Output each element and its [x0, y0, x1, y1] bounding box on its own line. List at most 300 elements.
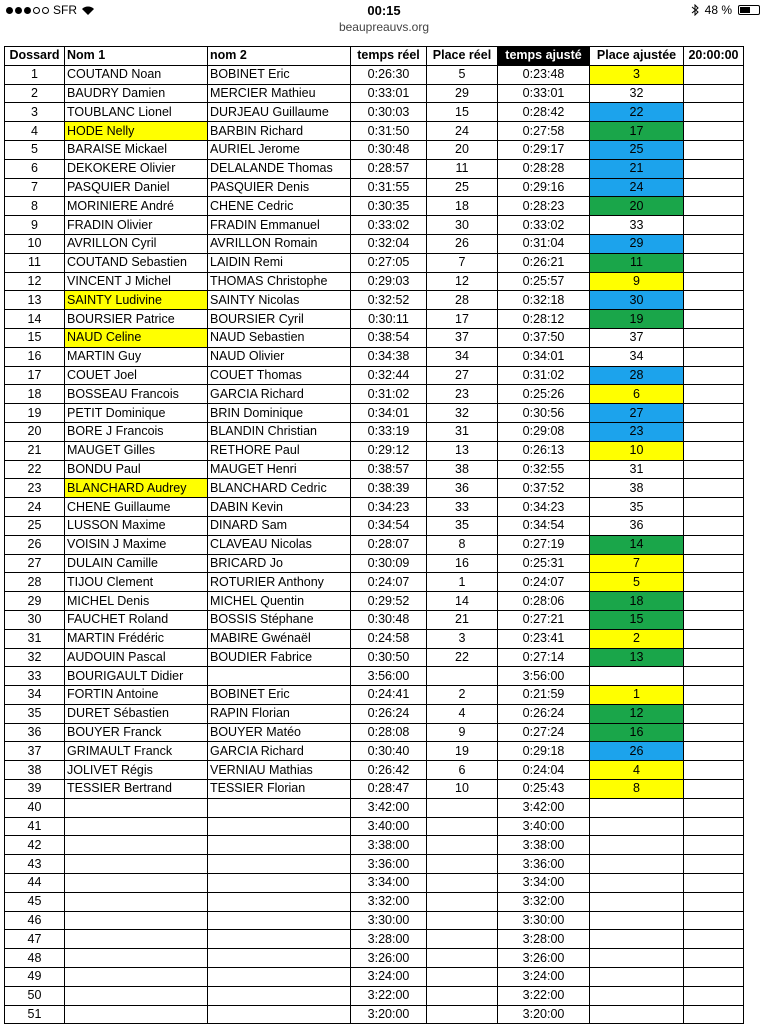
cell-nom2 — [208, 817, 351, 836]
cell-dossard: 15 — [5, 328, 65, 347]
cell-dossard: 39 — [5, 780, 65, 799]
cell-extra — [684, 498, 744, 517]
cell-place-reel: 19 — [427, 742, 498, 761]
cell-nom2: NAUD Olivier — [208, 347, 351, 366]
cell-place-reel: 2 — [427, 686, 498, 705]
cell-place-reel — [427, 798, 498, 817]
cell-place-ajustee — [590, 855, 684, 874]
cell-temps-reel: 0:30:11 — [351, 310, 427, 329]
table-row — [5, 103, 744, 122]
cell-temps-ajuste: 3:34:00 — [498, 874, 590, 893]
cell-extra — [684, 103, 744, 122]
cell-extra — [684, 385, 744, 404]
cell-nom1 — [65, 911, 208, 930]
cell-temps-reel: 3:22:00 — [351, 986, 427, 1005]
cell-nom1: BLANCHARD Audrey — [65, 479, 208, 498]
cell-extra — [684, 516, 744, 535]
cell-extra — [684, 836, 744, 855]
cell-nom1 — [65, 949, 208, 968]
cell-dossard: 27 — [5, 554, 65, 573]
cell-extra — [684, 892, 744, 911]
cell-extra — [684, 1005, 744, 1024]
cell-nom1: AVRILLON Cyril — [65, 234, 208, 253]
cell-place-ajustee — [590, 817, 684, 836]
table-row — [5, 798, 744, 817]
cell-nom2: AURIEL Jerome — [208, 140, 351, 159]
header-temps-ajuste: temps ajusté — [498, 47, 590, 66]
cell-dossard: 45 — [5, 892, 65, 911]
cell-nom2: BARBIN Richard — [208, 122, 351, 141]
cell-place-ajustee — [590, 949, 684, 968]
table-body — [5, 65, 744, 1024]
cell-nom2: MICHEL Quentin — [208, 592, 351, 611]
cell-dossard: 43 — [5, 855, 65, 874]
cell-place-reel — [427, 968, 498, 987]
cell-temps-reel: 0:34:54 — [351, 516, 427, 535]
cell-temps-ajuste: 3:40:00 — [498, 817, 590, 836]
cell-place-ajustee — [590, 798, 684, 817]
cell-temps-reel: 3:32:00 — [351, 892, 427, 911]
cell-place-ajustee: 13 — [590, 648, 684, 667]
cell-dossard: 26 — [5, 535, 65, 554]
cell-nom1: PETIT Dominique — [65, 404, 208, 423]
cell-temps-ajuste: 0:34:01 — [498, 347, 590, 366]
cell-temps-reel: 3:30:00 — [351, 911, 427, 930]
cell-temps-reel: 0:32:52 — [351, 291, 427, 310]
cell-temps-reel: 0:29:03 — [351, 272, 427, 291]
cell-nom2 — [208, 836, 351, 855]
cell-temps-ajuste: 3:30:00 — [498, 911, 590, 930]
cell-temps-reel: 3:24:00 — [351, 968, 427, 987]
cell-dossard: 48 — [5, 949, 65, 968]
cell-place-ajustee: 16 — [590, 723, 684, 742]
cell-temps-reel: 3:26:00 — [351, 949, 427, 968]
cell-extra — [684, 610, 744, 629]
cell-dossard: 18 — [5, 385, 65, 404]
cell-place-reel: 7 — [427, 253, 498, 272]
cell-nom1 — [65, 968, 208, 987]
table-row — [5, 216, 744, 235]
cell-nom1 — [65, 855, 208, 874]
cell-nom1: BOUYER Franck — [65, 723, 208, 742]
carrier-label: SFR — [53, 3, 77, 17]
cell-place-reel: 23 — [427, 385, 498, 404]
cell-place-reel: 1 — [427, 573, 498, 592]
cell-nom1: FORTIN Antoine — [65, 686, 208, 705]
cell-nom2: BRIN Dominique — [208, 404, 351, 423]
cell-nom1: DURET Sébastien — [65, 704, 208, 723]
cell-dossard: 29 — [5, 592, 65, 611]
cell-temps-reel: 0:32:04 — [351, 234, 427, 253]
cell-temps-ajuste: 0:23:41 — [498, 629, 590, 648]
cell-dossard: 12 — [5, 272, 65, 291]
cell-extra — [684, 404, 744, 423]
cell-dossard: 22 — [5, 460, 65, 479]
cell-temps-reel: 0:30:09 — [351, 554, 427, 573]
cell-temps-ajuste: 3:56:00 — [498, 667, 590, 686]
cell-extra — [684, 328, 744, 347]
cell-place-reel: 24 — [427, 122, 498, 141]
cell-place-ajustee: 15 — [590, 610, 684, 629]
cell-nom2: BOBINET Eric — [208, 65, 351, 84]
cell-place-reel — [427, 892, 498, 911]
cell-place-ajustee: 36 — [590, 516, 684, 535]
cell-place-reel: 9 — [427, 723, 498, 742]
cell-temps-ajuste: 0:27:19 — [498, 535, 590, 554]
cell-temps-reel: 0:29:52 — [351, 592, 427, 611]
cell-dossard: 6 — [5, 159, 65, 178]
table-row — [5, 629, 744, 648]
cell-place-reel: 25 — [427, 178, 498, 197]
cell-nom2: NAUD Sebastien — [208, 328, 351, 347]
cell-temps-reel: 0:28:08 — [351, 723, 427, 742]
table-row — [5, 291, 744, 310]
cell-dossard: 34 — [5, 686, 65, 705]
cell-nom1: COUTAND Noan — [65, 65, 208, 84]
cell-extra — [684, 874, 744, 893]
cell-place-reel: 18 — [427, 197, 498, 216]
cell-extra — [684, 479, 744, 498]
cell-temps-reel: 0:30:40 — [351, 742, 427, 761]
url-bar[interactable]: beaupreauvs.org — [338, 20, 430, 34]
cell-nom2: CLAVEAU Nicolas — [208, 535, 351, 554]
cell-dossard: 42 — [5, 836, 65, 855]
cell-place-ajustee — [590, 892, 684, 911]
cell-extra — [684, 667, 744, 686]
table-row — [5, 347, 744, 366]
cell-temps-reel: 0:33:02 — [351, 216, 427, 235]
table-row — [5, 761, 744, 780]
cell-temps-ajuste: 0:23:48 — [498, 65, 590, 84]
cell-nom2 — [208, 1005, 351, 1024]
cell-nom2: SAINTY Nicolas — [208, 291, 351, 310]
cell-nom2: BOURSIER Cyril — [208, 310, 351, 329]
cell-nom2: CHENE Cedric — [208, 197, 351, 216]
cell-place-reel: 22 — [427, 648, 498, 667]
cell-dossard: 14 — [5, 310, 65, 329]
cell-extra — [684, 347, 744, 366]
cell-place-ajustee: 20 — [590, 197, 684, 216]
cell-nom2 — [208, 874, 351, 893]
cell-dossard: 9 — [5, 216, 65, 235]
cell-nom1: DULAIN Camille — [65, 554, 208, 573]
cell-extra — [684, 272, 744, 291]
cell-nom2: BOBINET Eric — [208, 686, 351, 705]
cell-place-ajustee: 17 — [590, 122, 684, 141]
cell-place-reel: 37 — [427, 328, 498, 347]
cell-temps-ajuste: 0:31:04 — [498, 234, 590, 253]
cell-nom1 — [65, 930, 208, 949]
cell-place-ajustee: 11 — [590, 253, 684, 272]
cell-place-ajustee — [590, 836, 684, 855]
cell-extra — [684, 197, 744, 216]
cell-temps-reel: 0:30:03 — [351, 103, 427, 122]
cell-temps-reel: 0:32:44 — [351, 366, 427, 385]
cell-nom1: BOURIGAULT Didier — [65, 667, 208, 686]
cell-nom1: MAUGET Gilles — [65, 441, 208, 460]
cell-place-ajustee — [590, 874, 684, 893]
table-row — [5, 441, 744, 460]
cell-place-ajustee: 24 — [590, 178, 684, 197]
header-nom1: Nom 1 — [65, 47, 208, 66]
cell-nom1: MARTIN Guy — [65, 347, 208, 366]
cell-extra — [684, 65, 744, 84]
table-row — [5, 723, 744, 742]
cell-nom2: BLANDIN Christian — [208, 422, 351, 441]
cell-place-reel — [427, 855, 498, 874]
cell-place-reel: 20 — [427, 140, 498, 159]
cell-place-ajustee: 26 — [590, 742, 684, 761]
cell-temps-reel: 0:24:41 — [351, 686, 427, 705]
cell-dossard: 3 — [5, 103, 65, 122]
cell-nom1: MORINIERE André — [65, 197, 208, 216]
table-row — [5, 648, 744, 667]
cell-temps-reel: 0:26:42 — [351, 761, 427, 780]
cell-dossard: 8 — [5, 197, 65, 216]
table-row — [5, 704, 744, 723]
cell-nom1: JOLIVET Régis — [65, 761, 208, 780]
cell-dossard: 37 — [5, 742, 65, 761]
table-row — [5, 479, 744, 498]
cell-temps-ajuste: 0:33:01 — [498, 84, 590, 103]
cell-temps-ajuste: 3:28:00 — [498, 930, 590, 949]
cell-place-reel: 5 — [427, 65, 498, 84]
cell-extra — [684, 159, 744, 178]
cell-extra — [684, 648, 744, 667]
cell-place-ajustee: 23 — [590, 422, 684, 441]
cell-dossard: 5 — [5, 140, 65, 159]
cell-nom2: LAIDIN Remi — [208, 253, 351, 272]
table-row — [5, 780, 744, 799]
cell-nom2: BLANCHARD Cedric — [208, 479, 351, 498]
cell-dossard: 19 — [5, 404, 65, 423]
cell-place-reel: 14 — [427, 592, 498, 611]
cell-place-ajustee: 4 — [590, 761, 684, 780]
cell-place-reel: 27 — [427, 366, 498, 385]
cell-temps-ajuste: 0:28:28 — [498, 159, 590, 178]
table-row — [5, 930, 744, 949]
header-row — [5, 47, 744, 66]
table-row — [5, 140, 744, 159]
cell-dossard: 46 — [5, 911, 65, 930]
cell-nom2 — [208, 930, 351, 949]
cell-extra — [684, 366, 744, 385]
table-row — [5, 122, 744, 141]
table-row — [5, 892, 744, 911]
cell-temps-ajuste: 0:29:16 — [498, 178, 590, 197]
cell-place-reel — [427, 911, 498, 930]
cell-temps-ajuste: 0:30:56 — [498, 404, 590, 423]
cell-temps-reel: 0:33:19 — [351, 422, 427, 441]
cell-temps-ajuste: 3:26:00 — [498, 949, 590, 968]
cell-dossard: 33 — [5, 667, 65, 686]
status-right — [691, 3, 760, 17]
cell-nom1: BORE J Francois — [65, 422, 208, 441]
cell-extra — [684, 178, 744, 197]
header-nom2: nom 2 — [208, 47, 351, 66]
cell-place-reel: 4 — [427, 704, 498, 723]
cell-place-ajustee: 28 — [590, 366, 684, 385]
cell-temps-ajuste: 3:24:00 — [498, 968, 590, 987]
cell-dossard: 41 — [5, 817, 65, 836]
cell-nom1: TOUBLANC Lionel — [65, 103, 208, 122]
cell-nom2 — [208, 855, 351, 874]
cell-temps-ajuste: 0:33:02 — [498, 216, 590, 235]
table-row — [5, 817, 744, 836]
cell-place-ajustee: 37 — [590, 328, 684, 347]
cell-place-reel: 26 — [427, 234, 498, 253]
cell-dossard: 35 — [5, 704, 65, 723]
cell-dossard: 44 — [5, 874, 65, 893]
cell-extra — [684, 460, 744, 479]
cell-temps-ajuste: 0:27:21 — [498, 610, 590, 629]
cell-dossard: 17 — [5, 366, 65, 385]
cell-nom1: NAUD Celine — [65, 328, 208, 347]
cell-place-ajustee — [590, 968, 684, 987]
cell-temps-ajuste: 3:20:00 — [498, 1005, 590, 1024]
cell-place-reel: 16 — [427, 554, 498, 573]
cell-temps-reel: 0:29:12 — [351, 441, 427, 460]
table-row — [5, 836, 744, 855]
cell-temps-ajuste: 3:42:00 — [498, 798, 590, 817]
cell-place-reel: 11 — [427, 159, 498, 178]
cell-dossard: 25 — [5, 516, 65, 535]
cell-extra — [684, 704, 744, 723]
cell-extra — [684, 723, 744, 742]
cell-temps-reel: 0:31:55 — [351, 178, 427, 197]
cell-place-reel: 3 — [427, 629, 498, 648]
cell-temps-ajuste: 0:34:54 — [498, 516, 590, 535]
cell-temps-reel: 0:31:02 — [351, 385, 427, 404]
cell-extra — [684, 855, 744, 874]
cell-place-ajustee: 22 — [590, 103, 684, 122]
cell-nom2: RAPIN Florian — [208, 704, 351, 723]
cell-nom2: BOUYER Matéo — [208, 723, 351, 742]
cell-nom1: COUET Joel — [65, 366, 208, 385]
cell-nom2: BRICARD Jo — [208, 554, 351, 573]
cell-temps-ajuste: 0:21:59 — [498, 686, 590, 705]
cell-extra — [684, 554, 744, 573]
cell-temps-ajuste: 0:24:04 — [498, 761, 590, 780]
header-place-ajustee: Place ajustée — [590, 47, 684, 66]
cell-nom1: HODE Nelly — [65, 122, 208, 141]
cell-nom1 — [65, 1005, 208, 1024]
cell-extra — [684, 253, 744, 272]
cell-nom2: ROTURIER Anthony — [208, 573, 351, 592]
cell-place-reel: 33 — [427, 498, 498, 517]
cell-temps-reel: 0:26:24 — [351, 704, 427, 723]
cell-nom1: FRADIN Olivier — [65, 216, 208, 235]
cell-temps-ajuste: 0:26:21 — [498, 253, 590, 272]
cell-nom1: BOURSIER Patrice — [65, 310, 208, 329]
cell-place-ajustee: 34 — [590, 347, 684, 366]
cell-temps-reel: 3:36:00 — [351, 855, 427, 874]
table-row — [5, 310, 744, 329]
cell-nom1: COUTAND Sebastien — [65, 253, 208, 272]
cell-extra — [684, 798, 744, 817]
cell-nom2: DABIN Kevin — [208, 498, 351, 517]
cell-temps-ajuste: 0:28:06 — [498, 592, 590, 611]
table-row — [5, 592, 744, 611]
cell-temps-ajuste: 0:31:02 — [498, 366, 590, 385]
cell-place-ajustee: 8 — [590, 780, 684, 799]
cell-extra — [684, 986, 744, 1005]
cell-place-ajustee: 5 — [590, 573, 684, 592]
cell-temps-reel: 0:28:47 — [351, 780, 427, 799]
cell-nom2: DELALANDE Thomas — [208, 159, 351, 178]
cell-nom1 — [65, 892, 208, 911]
cell-temps-reel: 0:38:39 — [351, 479, 427, 498]
cell-temps-reel: 0:31:50 — [351, 122, 427, 141]
cell-nom2 — [208, 968, 351, 987]
cell-place-ajustee: 3 — [590, 65, 684, 84]
table-row — [5, 911, 744, 930]
cell-dossard: 4 — [5, 122, 65, 141]
cell-nom1 — [65, 874, 208, 893]
cell-nom1: BARAISE Mickael — [65, 140, 208, 159]
cell-nom1 — [65, 836, 208, 855]
clock: 00:15 — [367, 3, 401, 18]
cell-extra — [684, 84, 744, 103]
cell-temps-ajuste: 0:27:58 — [498, 122, 590, 141]
cell-place-ajustee — [590, 986, 684, 1005]
cell-place-reel — [427, 986, 498, 1005]
cell-nom2: COUET Thomas — [208, 366, 351, 385]
cell-place-ajustee — [590, 930, 684, 949]
cell-place-ajustee: 21 — [590, 159, 684, 178]
cell-extra — [684, 573, 744, 592]
cell-place-ajustee: 29 — [590, 234, 684, 253]
cell-nom2: RETHORE Paul — [208, 441, 351, 460]
cell-extra — [684, 930, 744, 949]
cell-place-ajustee — [590, 667, 684, 686]
cell-extra — [684, 310, 744, 329]
table-row — [5, 328, 744, 347]
cell-temps-reel: 0:38:57 — [351, 460, 427, 479]
cell-nom2: BOUDIER Fabrice — [208, 648, 351, 667]
cell-temps-ajuste: 3:32:00 — [498, 892, 590, 911]
cell-place-reel: 10 — [427, 780, 498, 799]
table-row — [5, 949, 744, 968]
table-row — [5, 516, 744, 535]
header-dossard: Dossard — [5, 47, 65, 66]
cell-temps-reel: 3:38:00 — [351, 836, 427, 855]
cell-place-reel — [427, 667, 498, 686]
cell-place-reel: 29 — [427, 84, 498, 103]
cell-nom2: FRADIN Emmanuel — [208, 216, 351, 235]
cell-nom1: CHENE Guillaume — [65, 498, 208, 517]
cell-temps-reel: 0:24:07 — [351, 573, 427, 592]
table-row — [5, 84, 744, 103]
cell-dossard: 36 — [5, 723, 65, 742]
table-row — [5, 498, 744, 517]
cell-extra — [684, 949, 744, 968]
cell-dossard: 50 — [5, 986, 65, 1005]
cell-temps-ajuste: 3:36:00 — [498, 855, 590, 874]
cell-temps-reel: 3:34:00 — [351, 874, 427, 893]
cell-temps-reel: 3:28:00 — [351, 930, 427, 949]
table-row — [5, 234, 744, 253]
table-row — [5, 366, 744, 385]
cell-temps-reel: 3:20:00 — [351, 1005, 427, 1024]
cell-nom1: DEKOKERE Olivier — [65, 159, 208, 178]
cell-nom1: BAUDRY Damien — [65, 84, 208, 103]
cell-dossard: 2 — [5, 84, 65, 103]
table-row — [5, 610, 744, 629]
cell-temps-reel: 0:38:54 — [351, 328, 427, 347]
cell-temps-reel: 0:30:50 — [351, 648, 427, 667]
cell-place-reel — [427, 930, 498, 949]
